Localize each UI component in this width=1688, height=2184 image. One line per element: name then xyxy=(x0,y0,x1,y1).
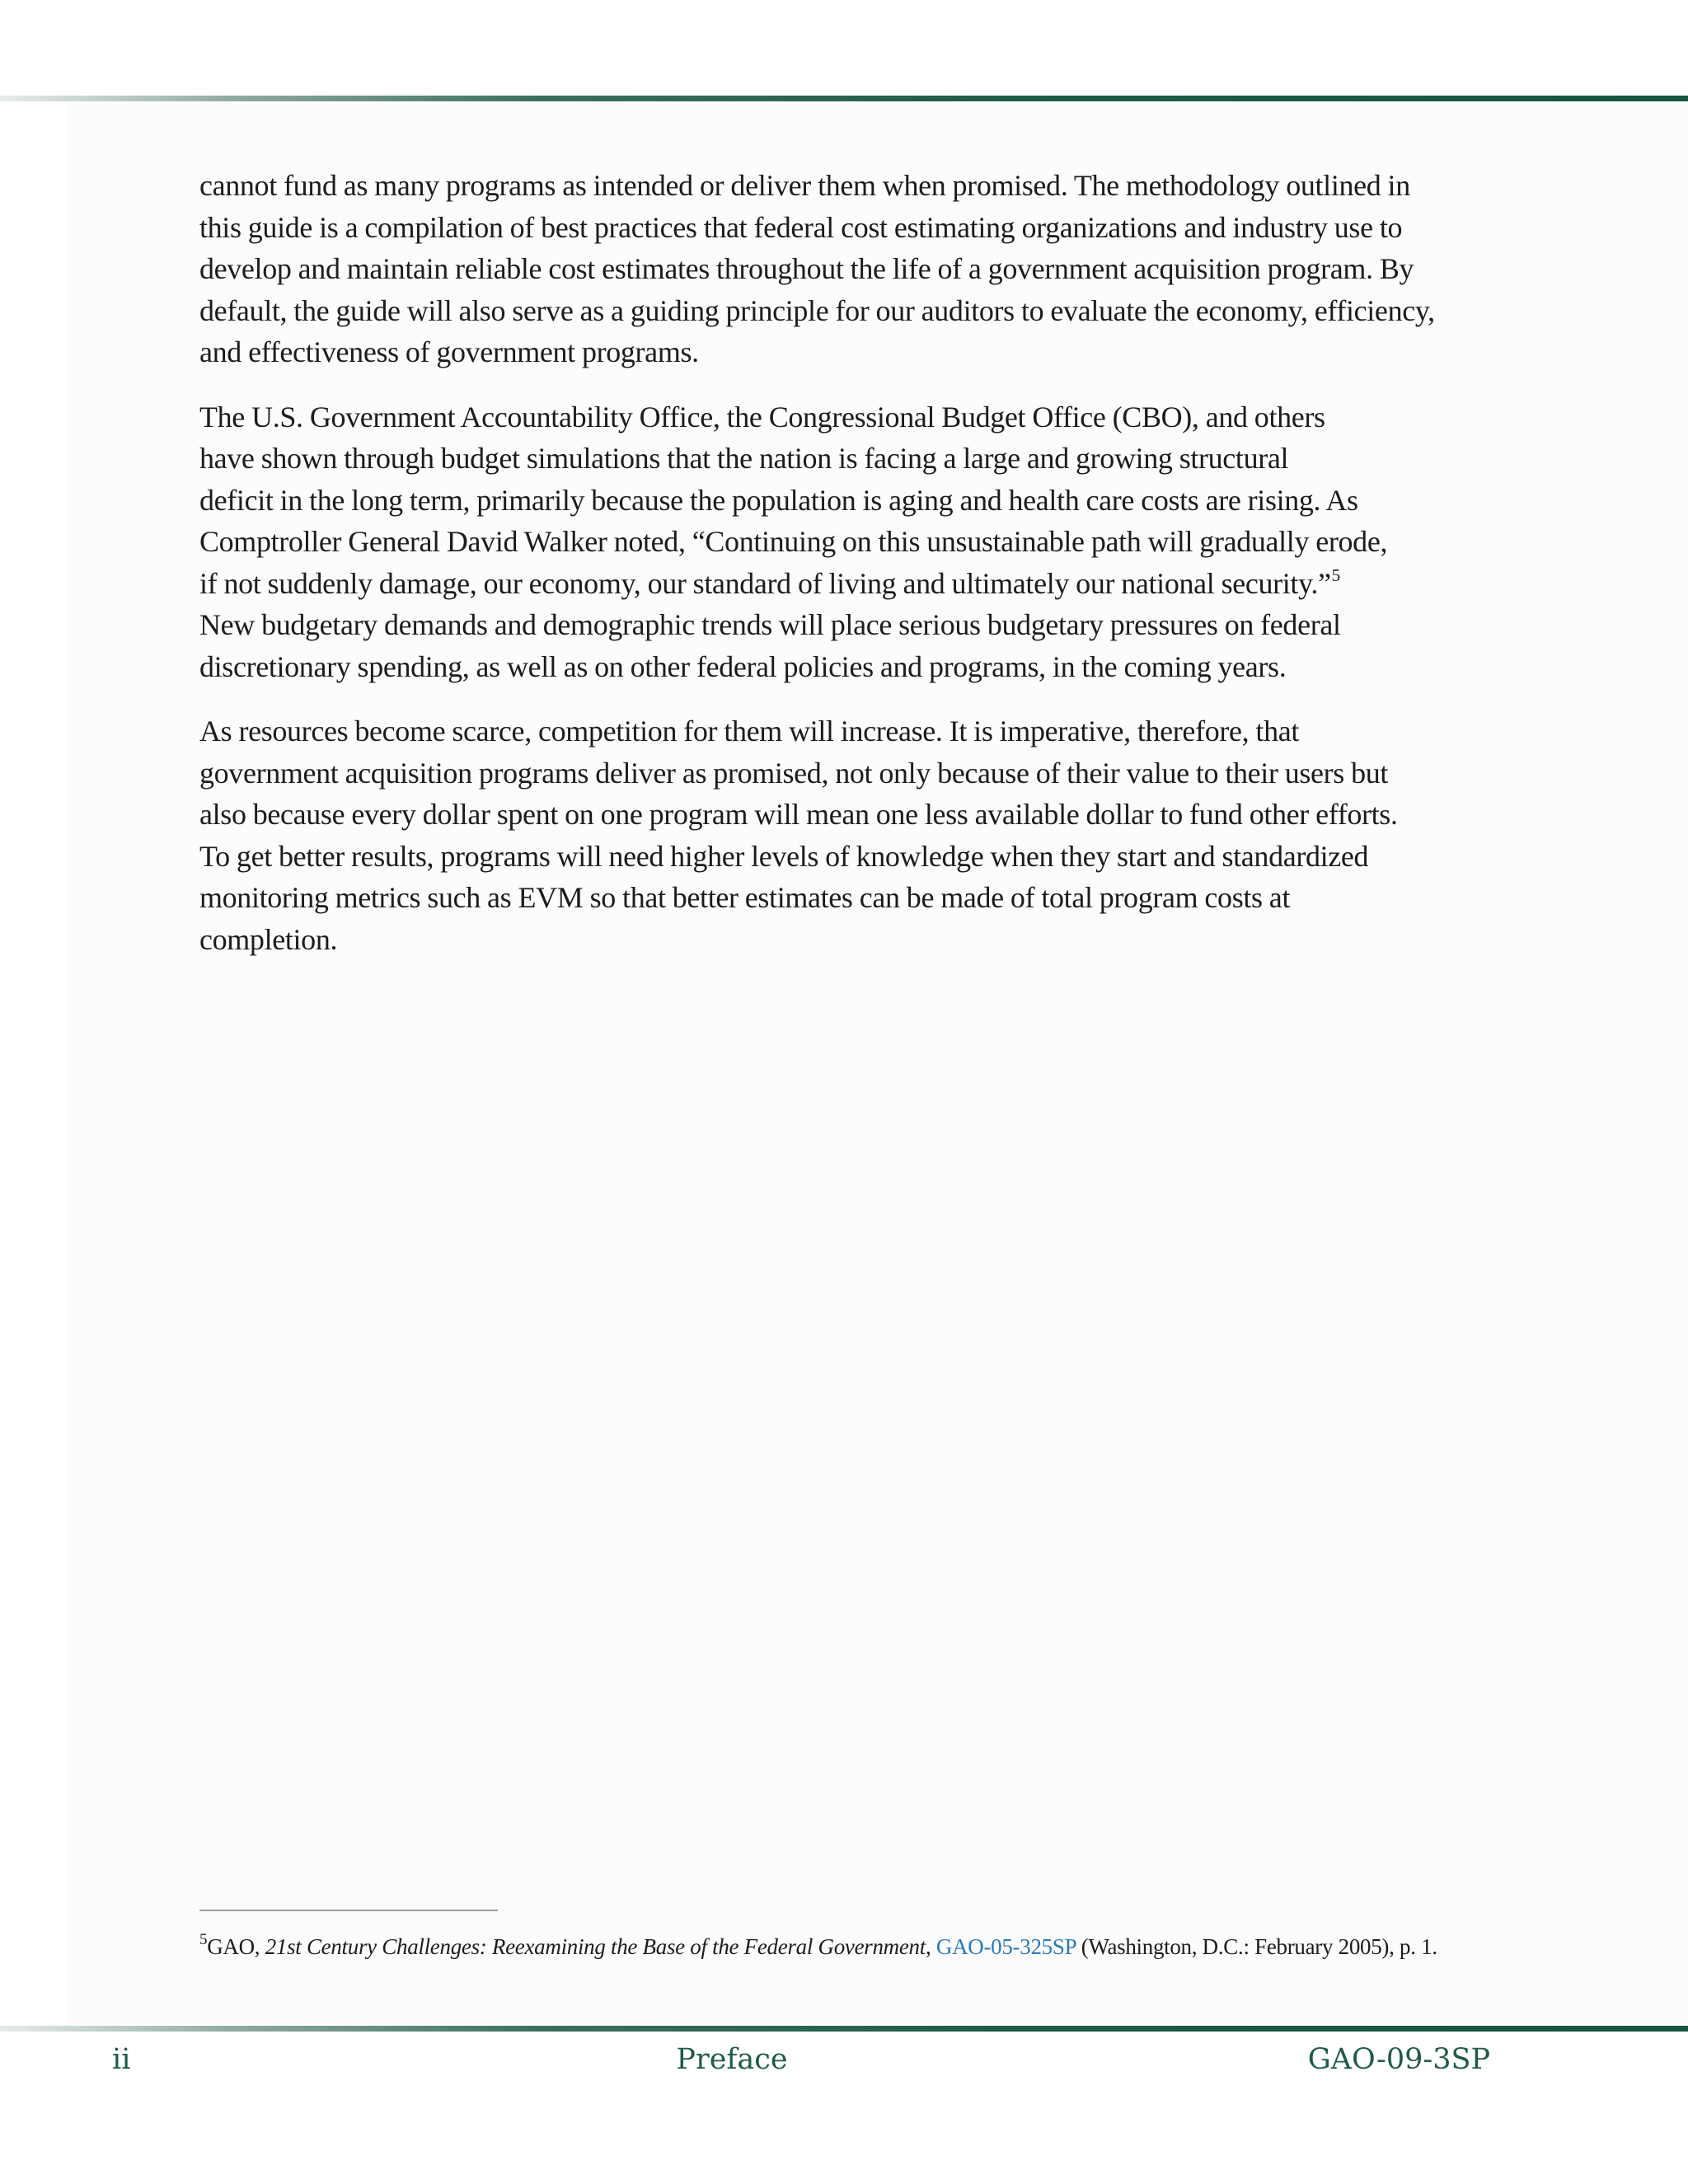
text-line: To get better results, programs will need higher levels of knowledge when they start and standardized xyxy=(199,839,1369,873)
text-line: deficit in the long term, primarily because the population is aging and health care costs are rising. As xyxy=(199,483,1358,517)
text-line: New budgetary demands and demographic trends will place serious budgetary pressures on federal xyxy=(199,608,1341,641)
text-line: cannot fund as many programs as intended or deliver them when promised. The methodology outlined in xyxy=(199,169,1410,202)
footnote xyxy=(199,1930,1535,1963)
text-line: completion. xyxy=(199,922,338,956)
text-line: and effectiveness of government programs. xyxy=(199,335,699,368)
text-line xyxy=(199,563,1502,605)
footnote-title: 21st Century Challenges: Reexamining the Base of the Federal Government xyxy=(265,1934,926,1959)
paragraph-1 xyxy=(199,165,1502,373)
footnote-number: 5 xyxy=(199,1931,208,1948)
footnote-prefix: GAO, xyxy=(207,1934,265,1959)
report-id: GAO-09-3SP xyxy=(1307,2043,1490,2076)
text-line-content: if not suddenly damage, our economy, our standard of living and ultimately our national security.” xyxy=(199,566,1331,600)
text-line: also because every dollar spent on one program will mean one less available dollar to fund other efforts. xyxy=(199,798,1398,831)
text-line: have shown through budget simulations that the nation is facing a large and growing structural xyxy=(199,442,1289,475)
page-number: ii xyxy=(112,2043,131,2076)
text-line: As resources become scarce, competition for them will increase. It is imperative, therefore, that xyxy=(199,715,1300,748)
footnote-divider xyxy=(199,1910,498,1911)
text-line: develop and maintain reliable cost estimates throughout the life of a government acquisition program. By xyxy=(199,252,1414,285)
footnote-report-link[interactable]: GAO-05-325SP xyxy=(935,1934,1076,1959)
page-footer xyxy=(0,2039,1688,2080)
text-line: monitoring metrics such as EVM so that better estimates can be made of total program costs at xyxy=(199,881,1291,914)
footnote-suffix: (Washington, D.C.: February 2005), p. 1. xyxy=(1076,1934,1437,1959)
text-line: Comptroller General David Walker noted, “Continuing on this unsustainable path will gradually erode, xyxy=(199,525,1388,558)
text-line: The U.S. Government Accountability Office, the Congressional Budget Office (CBO), and others xyxy=(199,400,1325,434)
footnote-separator: , xyxy=(925,1934,936,1959)
footer-rule xyxy=(0,2026,1688,2032)
text-line: discretionary spending, as well as on other federal policies and programs, in the coming years. xyxy=(199,649,1287,683)
header-rule xyxy=(0,96,1688,101)
body-text xyxy=(199,165,1502,983)
text-line: this guide is a compilation of best practices that federal cost estimating organizations and industry use to xyxy=(199,210,1403,244)
text-line: government acquisition programs deliver as promised, not only because of their value to their users but xyxy=(199,756,1389,790)
paragraph-3 xyxy=(199,710,1502,960)
footnote-reference[interactable]: 5 xyxy=(1331,565,1340,585)
text-line: default, the guide will also serve as a guiding principle for our auditors to evaluate the economy, efficiency, xyxy=(199,293,1435,327)
paragraph-2 xyxy=(199,396,1502,688)
section-title: Preface xyxy=(676,2043,788,2076)
